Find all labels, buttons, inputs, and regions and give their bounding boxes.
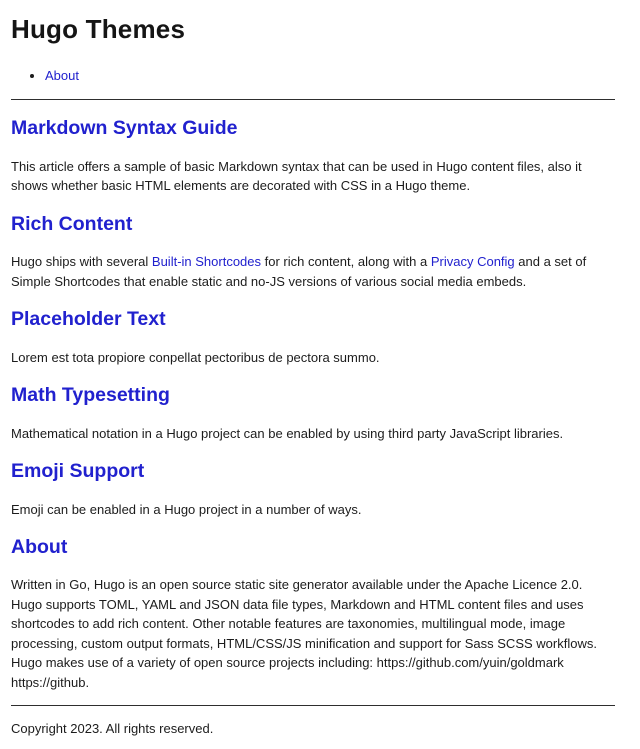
nav-link-about[interactable]: About: [45, 67, 79, 83]
section-paragraph: This article offers a sample of basic Markdown syntax that can be used in Hugo content files, also it shows whether basic HTML elements are decorated with CSS in a Hugo theme.: [11, 158, 582, 194]
site-title: Hugo Themes: [11, 14, 186, 44]
section-heading: [11, 536, 615, 558]
post-section-placeholder-text: [11, 308, 615, 367]
privacy-config-link[interactable]: Privacy Config: [430, 254, 515, 270]
section-heading: [11, 213, 615, 235]
section-title-link-math-typesetting[interactable]: Math Typesetting: [11, 384, 170, 407]
builtin-shortcodes-link[interactable]: Built-in Shortcodes: [151, 254, 262, 270]
post-section-about: [11, 536, 615, 692]
page-header: [11, 15, 615, 85]
post-section-math-typesetting: [11, 384, 615, 443]
post-section-rich-content: [11, 213, 615, 291]
paragraph-text: and a set of Simple Shortcodes that enable static and no-JS versions of various social media embeds.: [11, 254, 587, 289]
content: [11, 117, 615, 692]
section-heading: [11, 384, 615, 406]
paragraph-text: for rich content, along with a: [261, 254, 431, 270]
section-paragraph: Lorem est tota propiore conpellat pectoribus de pectora summo.: [11, 349, 380, 365]
section-title-link-rich-content[interactable]: Rich Content: [11, 212, 133, 235]
section-paragraph: Emoji can be enabled in a Hugo project in a number of ways.: [11, 501, 362, 517]
header-divider: [11, 99, 615, 100]
section-heading: [11, 460, 615, 482]
post-section-emoji-support: [11, 460, 615, 519]
section-title-link-about[interactable]: About: [11, 536, 68, 558]
paragraph-text: Hugo ships with several: [11, 254, 152, 270]
section-title-link-emoji-support[interactable]: Emoji Support: [11, 460, 145, 483]
page-footer: [11, 705, 615, 739]
footer-divider: [11, 705, 615, 706]
post-section-markdown-syntax-guide: [11, 117, 615, 195]
section-heading: [11, 308, 615, 330]
section-title-link-markdown-syntax-guide[interactable]: Markdown Syntax Guide: [11, 117, 238, 140]
section-paragraph: [11, 252, 615, 291]
copyright-text: Copyright 2023. All rights reserved.: [11, 721, 214, 737]
section-paragraph: Mathematical notation in a Hugo project can be enabled by using third party JavaScript libraries.: [11, 425, 564, 441]
nav-list: [11, 66, 615, 86]
section-heading: [11, 117, 615, 139]
section-title-link-placeholder-text[interactable]: Placeholder Text: [11, 308, 166, 331]
section-paragraph: Written in Go, Hugo is an open source static site generator available under the Apache Licence 2.0. Hugo supports TOML, YAML and JSON data file types, Markdown and HTML content files and uses shortcodes to add rich content. Other notable features are taxonomies, multilingual mode, image processing, custom output formats, HTML/CSS/JS minification and support for Sass SCSS workflows. Hugo makes use of a variety of open source projects including: https://github.com/yuin/goldmark https://github.: [11, 577, 597, 690]
nav-item-about: [45, 66, 615, 86]
main-nav: [11, 66, 615, 86]
